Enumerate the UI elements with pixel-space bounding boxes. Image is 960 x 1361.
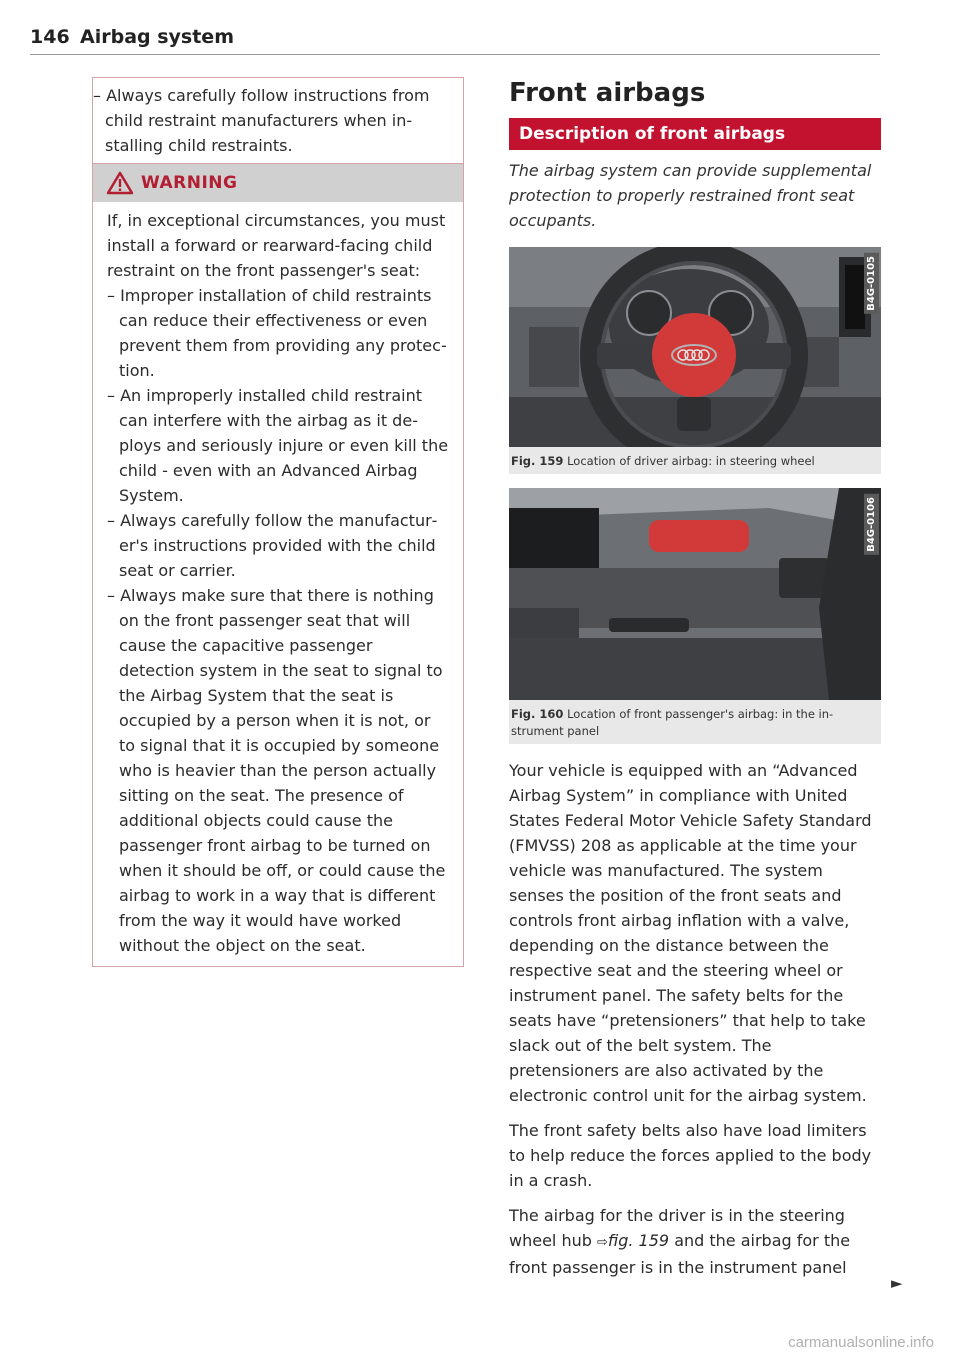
instrument-panel-illustration (509, 488, 881, 700)
section-title: Airbag system (80, 26, 234, 48)
continue-arrow-icon: ► (891, 1274, 899, 1292)
figure-caption (509, 700, 881, 744)
warning-item: – Always carefully follow the manufacturer's instructions provided with the child seat or carrier. (107, 511, 438, 580)
paragraph (509, 1203, 881, 1280)
instruction-item: – Always carefully follow instructions from child restraint manufacturers when installing child restraints. (93, 86, 430, 155)
left-column (92, 77, 464, 967)
warning-item: – Improper installation of child restraints can reduce their effectiveness or even prevent them from providing any protection. (107, 286, 447, 380)
steering-wheel-illustration (509, 247, 881, 447)
figure-code: B4G-0106 (864, 494, 879, 555)
page-header (30, 24, 880, 55)
intro-text: The airbag system can provide supplemental protection to properly restrained front seat occupants. (509, 161, 872, 230)
instrument-panel-image (509, 488, 881, 700)
warning-item: – An improperly installed child restraint can interfere with the airbag as it deploys and seriously injure or even kill the child - even with an Advanced Airbag System. (107, 386, 449, 505)
body-text (509, 758, 881, 1280)
figure-caption-text: Location of front passenger's airbag: in the instrument panel (511, 707, 834, 738)
figure-code: B4G-0105 (864, 253, 879, 314)
figure-160 (509, 488, 881, 744)
section-heading: Front airbags (509, 78, 706, 108)
figure-caption-text: Location of driver airbag: in steering wheel (567, 454, 815, 468)
figure-reference-link[interactable]: fig. 159 (607, 1231, 670, 1250)
subsection-heading: Description of front airbags (509, 118, 881, 150)
right-column (509, 76, 881, 1290)
cross-reference-arrow-icon: ⇨ (596, 1235, 608, 1250)
warning-item: – Always make sure that there is nothing on the front passenger seat that will cause the capacitive passenger detection system in the seat to signal to the Airbag System that the seat is occupied by a person when it is not, or to signal that it is occupied by someone who is heavier than the person actually sitting on the seat. The presence of additional objects could cause the passenger front airbag to be turned on when it should be off, or could cause the airbag to work in a way that is different from the way it would have worked without the object on the seat. (107, 586, 446, 955)
figure-caption (509, 447, 881, 474)
warning-header (93, 163, 463, 202)
warning-intro: If, in exceptional circumstances, you must install a forward or rearward-facing child restraint on the front passenger's seat: (107, 211, 446, 280)
warning-label: WARNING (141, 173, 238, 193)
steering-wheel-image (509, 247, 881, 447)
footer-watermark: carmanualsonline.info (788, 1334, 934, 1351)
page-number: 146 (30, 26, 70, 48)
warning-triangle-icon (107, 171, 133, 195)
paragraph: Your vehicle is equipped with an “Advanced Airbag System” in compliance with United States Federal Motor Vehicle Safety Standard (FMVSS) 208 as applicable at the time your vehicle was manufactured. The system senses the position of the front seats and controls front airbag inflation with a valve, depending on the distance between the respective seat and the steering wheel or instrument panel. The safety belts for the seats have “pretensioners” that help to take slack out of the belt system. The pretensioners are also activated by the electronic control unit for the airbag system. (509, 761, 872, 1105)
notice-box (92, 77, 464, 967)
figure-159 (509, 247, 881, 474)
warning-body (93, 202, 463, 966)
paragraph-text: and the airbag for the front passenger is in the instrument panel (509, 1231, 851, 1277)
paragraph-text: The airbag for the driver is in the steering wheel hub (509, 1206, 845, 1250)
figure-label: Fig. 160 (511, 707, 564, 721)
paragraph: The front safety belts also have load limiters to help reduce the forces applied to the body in a crash. (509, 1121, 872, 1190)
figure-label: Fig. 159 (511, 454, 564, 468)
